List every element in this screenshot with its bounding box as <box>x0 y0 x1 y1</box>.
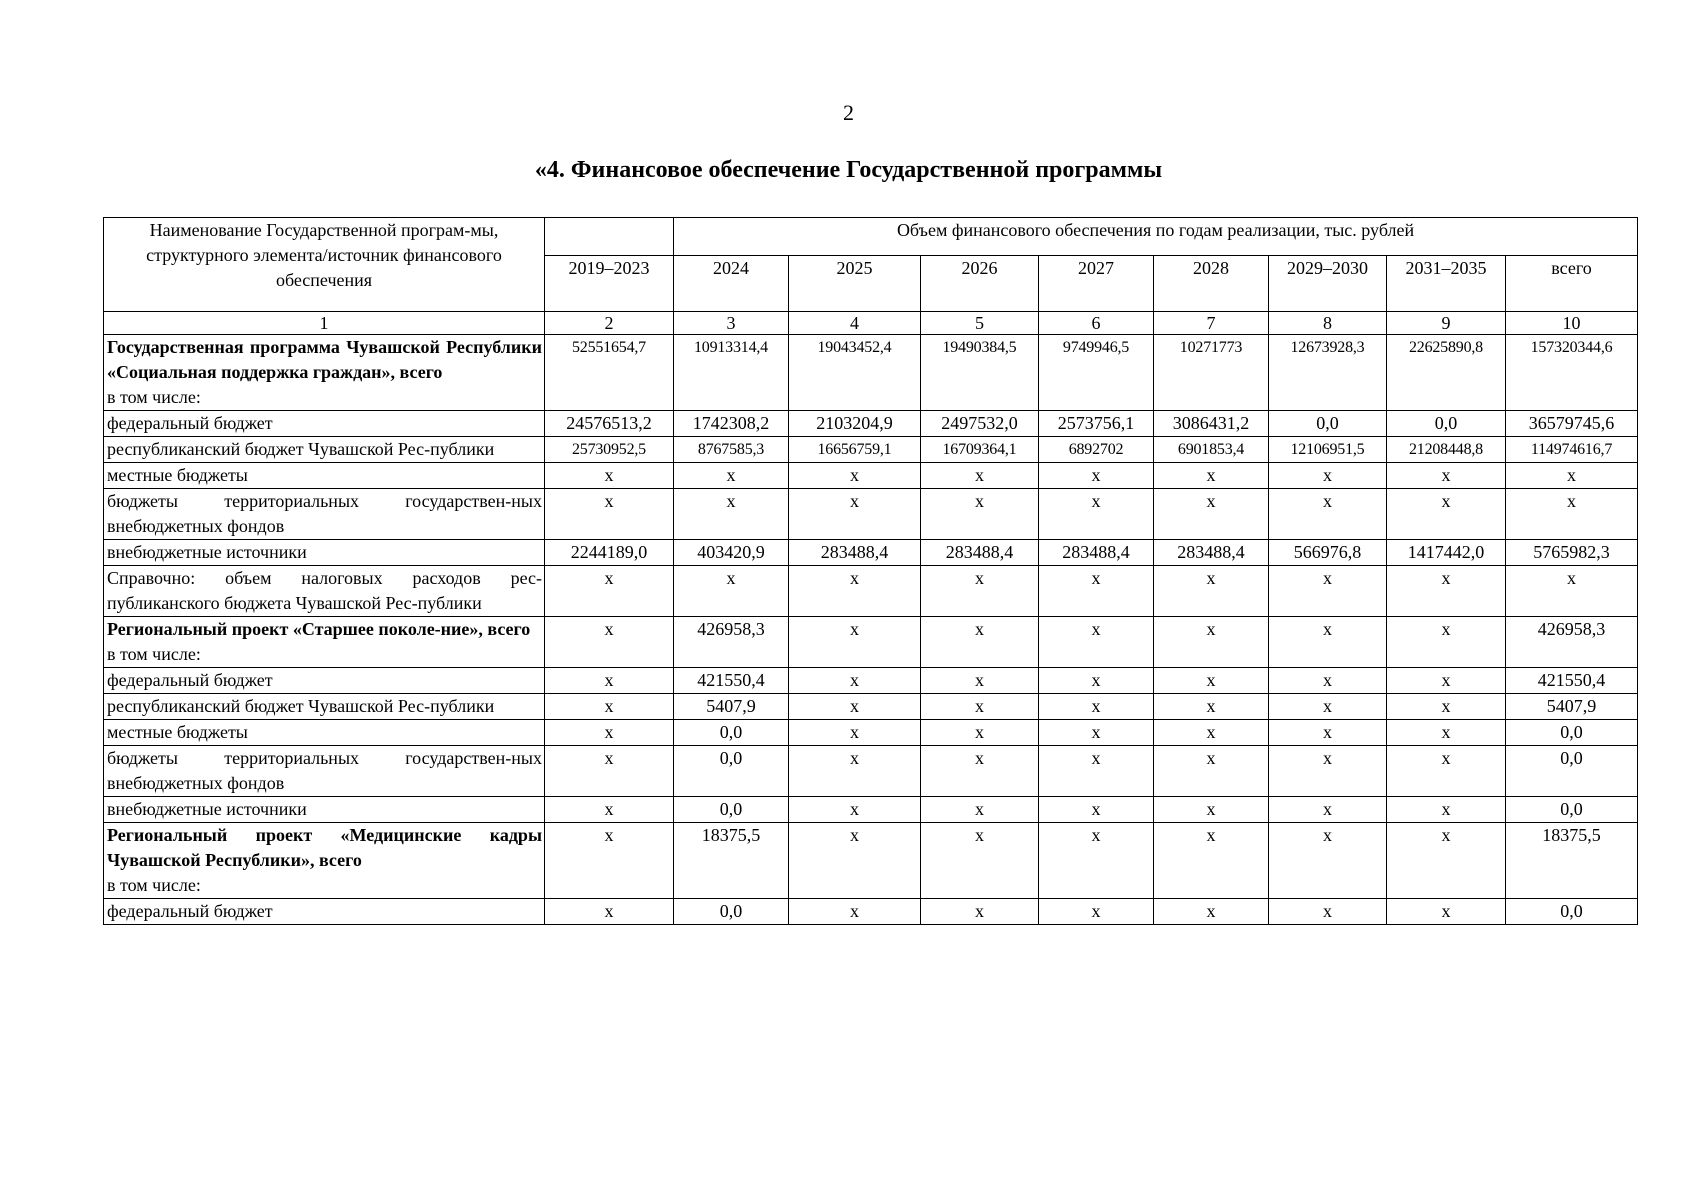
value-cell: 1742308,2 <box>674 411 789 437</box>
year-header-cell: 2031–2035 <box>1387 256 1506 312</box>
value-cell: х <box>1154 463 1269 489</box>
value-cell: х <box>921 566 1039 617</box>
value-cell: х <box>1387 797 1506 823</box>
value-cell: х <box>1039 617 1154 668</box>
row-label-cell: федеральный бюджет <box>104 899 545 925</box>
value-cell: 421550,4 <box>674 668 789 694</box>
column-number-cell: 4 <box>789 312 921 335</box>
value-cell: х <box>1039 899 1154 925</box>
value-cell: х <box>789 720 921 746</box>
table-row <box>104 489 1638 540</box>
value-cell: 10271773 <box>1154 335 1269 411</box>
value-cell: 9749946,5 <box>1039 335 1154 411</box>
value-cell: 10913314,4 <box>674 335 789 411</box>
year-header-cell: 2028 <box>1154 256 1269 312</box>
value-cell: х <box>1387 823 1506 899</box>
value-cell: х <box>1269 746 1387 797</box>
value-cell: х <box>545 489 674 540</box>
column-number-row <box>104 312 1638 335</box>
row-label-cell: федеральный бюджет <box>104 411 545 437</box>
table-row <box>104 720 1638 746</box>
value-cell: 0,0 <box>1506 720 1638 746</box>
value-cell: х <box>1039 746 1154 797</box>
row-label-cell: внебюджетные источники <box>104 540 545 566</box>
value-cell: х <box>674 489 789 540</box>
value-cell: х <box>921 823 1039 899</box>
value-cell: 18375,5 <box>1506 823 1638 899</box>
value-cell: 22625890,8 <box>1387 335 1506 411</box>
row-subtitle: в том числе: <box>107 644 201 664</box>
value-cell: 403420,9 <box>674 540 789 566</box>
value-cell: х <box>789 694 921 720</box>
value-cell: х <box>674 463 789 489</box>
value-cell: х <box>1039 797 1154 823</box>
header-volume-cell: Объем финансового обеспечения по годам реализации, тыс. рублей <box>674 218 1638 256</box>
row-title: Региональный проект «Медицинские кадры Чувашской Республики», всего <box>107 825 542 870</box>
table-row <box>104 437 1638 463</box>
value-cell: х <box>1387 463 1506 489</box>
row-label-cell: бюджеты территориальных государствен-ных внебюджетных фондов <box>104 489 545 540</box>
row-label-cell: бюджеты территориальных государствен-ных внебюджетных фондов <box>104 746 545 797</box>
value-cell: х <box>921 489 1039 540</box>
value-cell: 114974616,7 <box>1506 437 1638 463</box>
value-cell: х <box>545 694 674 720</box>
table-row <box>104 566 1638 617</box>
value-cell: х <box>1506 566 1638 617</box>
value-cell: х <box>1039 463 1154 489</box>
table-row <box>104 823 1638 899</box>
value-cell: х <box>1154 720 1269 746</box>
value-cell: 21208448,8 <box>1387 437 1506 463</box>
row-title: Государственная программа Чувашской Республики «Социальная поддержка граждан», всего <box>107 337 542 382</box>
value-cell: 426958,3 <box>674 617 789 668</box>
table-row <box>104 335 1638 411</box>
table-row <box>104 463 1638 489</box>
row-label-cell: внебюджетные источники <box>104 797 545 823</box>
value-cell: 421550,4 <box>1506 668 1638 694</box>
value-cell: 2244189,0 <box>545 540 674 566</box>
value-cell: 5407,9 <box>674 694 789 720</box>
column-number-cell: 7 <box>1154 312 1269 335</box>
column-number-cell: 3 <box>674 312 789 335</box>
row-label-cell: Справочно: объем налоговых расходов рес-публиканского бюджета Чувашской Рес-публики <box>104 566 545 617</box>
value-cell: 5407,9 <box>1506 694 1638 720</box>
value-cell: 16656759,1 <box>789 437 921 463</box>
value-cell: х <box>545 463 674 489</box>
value-cell: х <box>545 797 674 823</box>
value-cell: 16709364,1 <box>921 437 1039 463</box>
value-cell: 36579745,6 <box>1506 411 1638 437</box>
row-subtitle: в том числе: <box>107 875 201 895</box>
value-cell: х <box>789 463 921 489</box>
value-cell: х <box>789 566 921 617</box>
year-header-cell: 2019–2023 <box>545 256 674 312</box>
value-cell: х <box>545 566 674 617</box>
row-label-cell <box>104 335 545 411</box>
section-title: «4. Финансовое обеспечение Государственной программы <box>534 157 1163 183</box>
value-cell: 426958,3 <box>1506 617 1638 668</box>
value-cell: 24576513,2 <box>545 411 674 437</box>
row-label-cell: местные бюджеты <box>104 463 545 489</box>
value-cell: 0,0 <box>1506 899 1638 925</box>
value-cell: х <box>1269 720 1387 746</box>
value-cell: х <box>1269 617 1387 668</box>
value-cell: 0,0 <box>1269 411 1387 437</box>
value-cell: х <box>1039 694 1154 720</box>
table-row <box>104 668 1638 694</box>
column-number-cell: 1 <box>104 312 545 335</box>
value-cell: 12673928,3 <box>1269 335 1387 411</box>
value-cell: х <box>921 899 1039 925</box>
value-cell: 18375,5 <box>674 823 789 899</box>
value-cell: х <box>1269 463 1387 489</box>
year-header-cell: 2026 <box>921 256 1039 312</box>
value-cell: х <box>1506 489 1638 540</box>
value-cell: х <box>1269 899 1387 925</box>
row-label-cell: федеральный бюджет <box>104 668 545 694</box>
value-cell: 283488,4 <box>1039 540 1154 566</box>
value-cell: х <box>1039 823 1154 899</box>
row-label-cell <box>104 617 545 668</box>
row-subtitle: в том числе: <box>107 387 201 407</box>
row-label-cell: республиканский бюджет Чувашской Рес-публики <box>104 694 545 720</box>
value-cell: х <box>1387 489 1506 540</box>
value-cell: х <box>1154 797 1269 823</box>
value-cell: х <box>1387 746 1506 797</box>
row-label-cell: местные бюджеты <box>104 720 545 746</box>
value-cell: х <box>789 746 921 797</box>
value-cell: х <box>1387 899 1506 925</box>
value-cell: х <box>789 899 921 925</box>
value-cell: 0,0 <box>674 899 789 925</box>
value-cell: х <box>1269 668 1387 694</box>
value-cell: 8767585,3 <box>674 437 789 463</box>
value-cell: х <box>1039 489 1154 540</box>
value-cell: х <box>545 668 674 694</box>
value-cell: х <box>1269 797 1387 823</box>
value-cell: 157320344,6 <box>1506 335 1638 411</box>
year-header-cell: 2027 <box>1039 256 1154 312</box>
table-row <box>104 746 1638 797</box>
value-cell: х <box>545 617 674 668</box>
value-cell: 566976,8 <box>1269 540 1387 566</box>
value-cell: 6901853,4 <box>1154 437 1269 463</box>
value-cell: х <box>921 720 1039 746</box>
value-cell: 283488,4 <box>789 540 921 566</box>
value-cell: х <box>1039 668 1154 694</box>
value-cell: 3086431,2 <box>1154 411 1269 437</box>
value-cell: х <box>545 720 674 746</box>
value-cell: 1417442,0 <box>1387 540 1506 566</box>
value-cell: 2497532,0 <box>921 411 1039 437</box>
row-title: Региональный проект «Старшее поколе-ние», всего <box>107 619 531 639</box>
value-cell: х <box>1039 566 1154 617</box>
value-cell: 12106951,5 <box>1269 437 1387 463</box>
value-cell: 6892702 <box>1039 437 1154 463</box>
value-cell: х <box>921 463 1039 489</box>
value-cell: 283488,4 <box>1154 540 1269 566</box>
value-cell: х <box>545 823 674 899</box>
value-cell: 2573756,1 <box>1039 411 1154 437</box>
value-cell: х <box>1387 617 1506 668</box>
value-cell: х <box>1269 566 1387 617</box>
table-body <box>104 335 1638 925</box>
value-cell: х <box>545 746 674 797</box>
table-row <box>104 411 1638 437</box>
column-number-cell: 8 <box>1269 312 1387 335</box>
value-cell: х <box>789 489 921 540</box>
year-header-cell: 2024 <box>674 256 789 312</box>
financing-table <box>103 217 1638 925</box>
value-cell: х <box>1154 668 1269 694</box>
value-cell: 5765982,3 <box>1506 540 1638 566</box>
value-cell: 0,0 <box>1506 746 1638 797</box>
header-blank-cell <box>545 218 674 256</box>
value-cell: х <box>789 797 921 823</box>
value-cell: 52551654,7 <box>545 335 674 411</box>
year-header-cell: всего <box>1506 256 1638 312</box>
column-number-cell: 2 <box>545 312 674 335</box>
value-cell: х <box>789 668 921 694</box>
table-row <box>104 617 1638 668</box>
value-cell: 19043452,4 <box>789 335 921 411</box>
row-label-cell: республиканский бюджет Чувашской Рес-публики <box>104 437 545 463</box>
year-header-cell: 2025 <box>789 256 921 312</box>
value-cell: 0,0 <box>674 720 789 746</box>
value-cell: х <box>921 668 1039 694</box>
value-cell: х <box>674 566 789 617</box>
value-cell: х <box>1269 694 1387 720</box>
value-cell: х <box>1154 566 1269 617</box>
value-cell: х <box>921 797 1039 823</box>
value-cell: х <box>1269 489 1387 540</box>
page-number: 2 <box>843 100 854 125</box>
table-row <box>104 540 1638 566</box>
table-row <box>104 694 1638 720</box>
value-cell: х <box>1154 489 1269 540</box>
value-cell: 0,0 <box>1506 797 1638 823</box>
value-cell: х <box>1154 899 1269 925</box>
header-name-cell: Наименование Государственной програм-мы, структурного элемента/источник финансового обеспечения <box>104 218 545 312</box>
value-cell: х <box>1506 463 1638 489</box>
value-cell: х <box>1387 668 1506 694</box>
value-cell: х <box>1269 823 1387 899</box>
value-cell: х <box>921 694 1039 720</box>
value-cell: 0,0 <box>674 746 789 797</box>
value-cell: 0,0 <box>674 797 789 823</box>
value-cell: х <box>1154 823 1269 899</box>
value-cell: х <box>545 899 674 925</box>
table-row <box>104 899 1638 925</box>
value-cell: х <box>789 823 921 899</box>
value-cell: х <box>1154 617 1269 668</box>
column-number-cell: 6 <box>1039 312 1154 335</box>
value-cell: х <box>1387 566 1506 617</box>
value-cell: 19490384,5 <box>921 335 1039 411</box>
value-cell: х <box>1039 720 1154 746</box>
column-number-cell: 10 <box>1506 312 1638 335</box>
value-cell: х <box>1387 694 1506 720</box>
value-cell: 0,0 <box>1387 411 1506 437</box>
value-cell: х <box>921 746 1039 797</box>
value-cell: 283488,4 <box>921 540 1039 566</box>
year-header-cell: 2029–2030 <box>1269 256 1387 312</box>
column-number-cell: 5 <box>921 312 1039 335</box>
value-cell: 2103204,9 <box>789 411 921 437</box>
value-cell: х <box>1387 720 1506 746</box>
table-row <box>104 797 1638 823</box>
value-cell: х <box>921 617 1039 668</box>
value-cell: х <box>1154 746 1269 797</box>
column-number-cell: 9 <box>1387 312 1506 335</box>
value-cell: х <box>789 617 921 668</box>
row-label-cell <box>104 823 545 899</box>
value-cell: х <box>1154 694 1269 720</box>
value-cell: 25730952,5 <box>545 437 674 463</box>
